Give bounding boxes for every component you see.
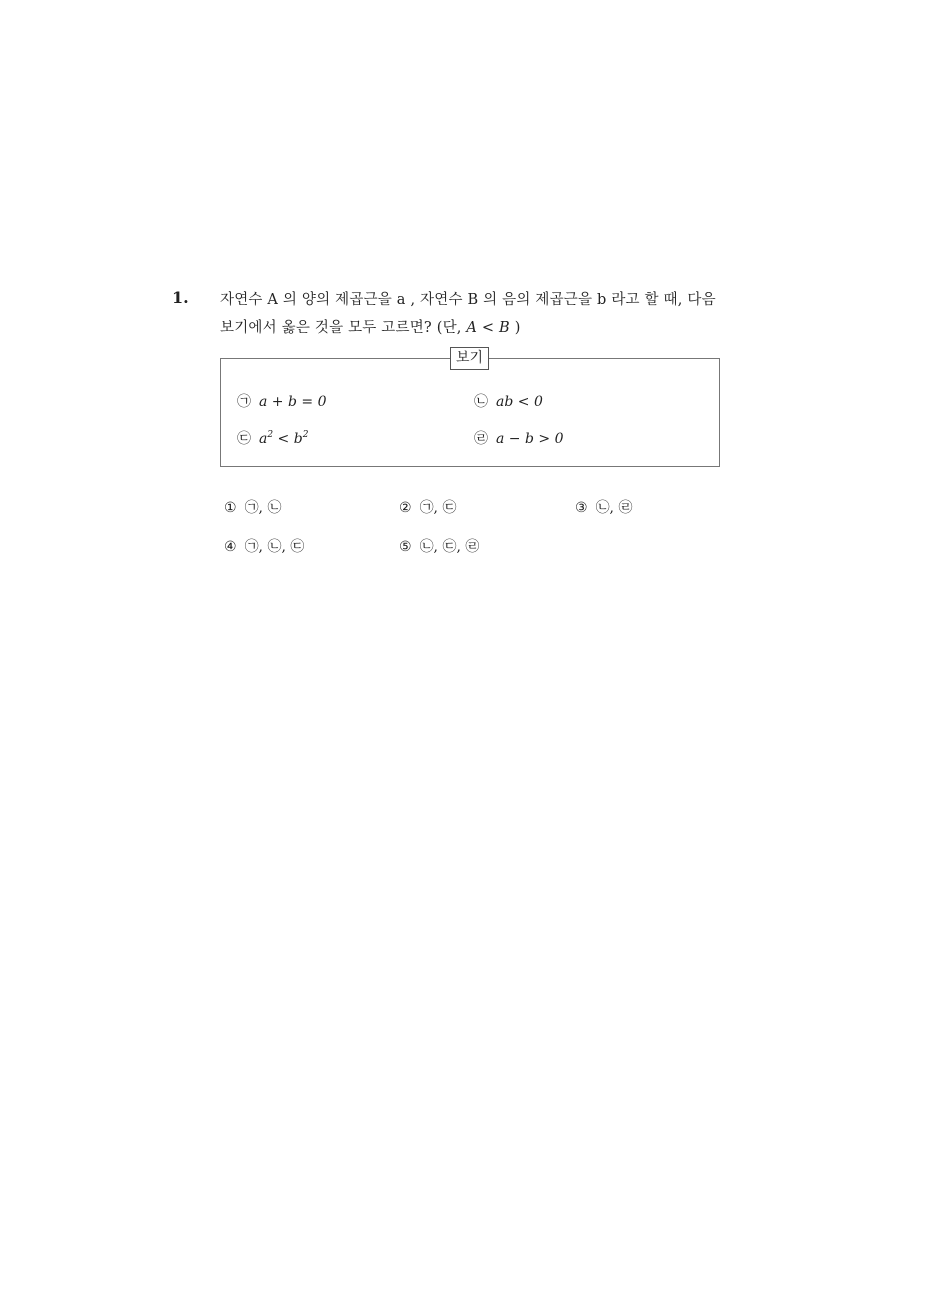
answer-choice-5[interactable] [399, 538, 479, 556]
statement-mark: ㉣ [474, 431, 488, 447]
question-line-2-end: ) [509, 320, 521, 336]
statement-mark: ㉢ [237, 431, 251, 447]
statement-3 [237, 430, 308, 448]
statement-expr [259, 431, 308, 447]
choice-number: ② [399, 500, 412, 516]
choice-number: ⑤ [399, 539, 412, 555]
bogi-box [220, 350, 720, 467]
statement-expr: ab < 0 [496, 394, 543, 410]
choice-number: ① [224, 500, 237, 516]
choice-text: ㉡, ㉢, ㉣ [419, 539, 480, 555]
statement-expr: a + b = 0 [259, 394, 327, 410]
choice-text: ㉡, ㉣ [595, 500, 633, 516]
choice-text: ㉠, ㉢ [419, 500, 457, 516]
expr-exponent-b: 2 [302, 430, 309, 440]
expr-operator: < [273, 431, 294, 447]
answer-choice-2[interactable] [399, 499, 456, 517]
choice-number: ④ [224, 539, 237, 555]
expr-base-b: b [293, 431, 303, 447]
question-condition-math: A < B [466, 320, 510, 336]
question-line-1: 자연수 A 의 양의 제곱근을 a , 자연수 B 의 음의 제곱근을 b 라고 할 때, 다음 [220, 292, 716, 308]
answer-choice-3[interactable] [575, 499, 632, 517]
choice-number: ③ [575, 500, 588, 516]
statement-2 [474, 393, 543, 411]
question-number: 1. [172, 288, 189, 307]
statement-4 [474, 430, 563, 448]
choice-text: ㉠, ㉡, ㉢ [244, 539, 305, 555]
answer-choice-4[interactable] [224, 538, 304, 556]
answer-choice-1[interactable] [224, 499, 281, 517]
choice-text: ㉠, ㉡ [244, 500, 282, 516]
statement-mark: ㉠ [237, 394, 251, 410]
statement-1 [237, 393, 326, 411]
expr-exponent-a: 2 [267, 430, 274, 440]
bogi-title: 보기 [450, 347, 489, 370]
statement-mark: ㉡ [474, 394, 488, 410]
question-text [220, 286, 760, 342]
statement-expr: a − b > 0 [496, 431, 564, 447]
question-line-2-text: 보기에서 옳은 것을 모두 고르면? (단, [220, 320, 467, 336]
expr-base-a: a [259, 431, 268, 447]
question-line-2 [220, 314, 760, 342]
